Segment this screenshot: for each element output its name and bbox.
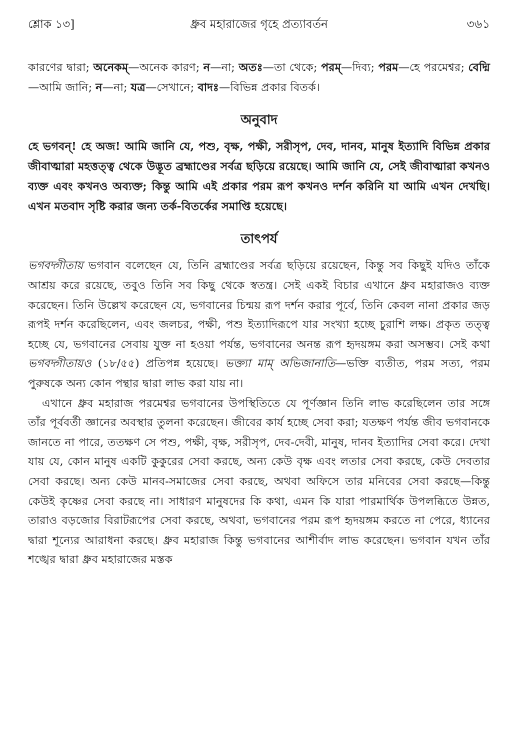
sanskrit-term-run: বেদ্মি [468,60,491,74]
text-run: —ভক্তি ব্যতীত, পরম সত্য, পরম পুরুষকে অন্য কোন পন্থার দ্বারা লাভ করা যায় না। [28,357,491,390]
text-run: —তা থেকে; [262,61,322,74]
sanskrit-term-run: ন [203,60,211,74]
running-header [28,14,490,34]
sanskrit-term-run: অনেকম্‌ [93,60,129,74]
sanskrit-term-run: অতঃ [238,60,263,74]
text-run: —দিব্য; [341,61,379,74]
sanskrit-term-run: পরম্‌ [321,60,342,74]
text-run: ভগবান বলেছেন যে, তিনি ব্রহ্মাণ্ডের সর্বত্র ছড়িয়ে রয়েছেন, কিন্তু সব কিছুই যদিও তাঁকে আশ্রয় করে রয়েছে, তবুও তিনি সব কিছু থেকে স্বতন্ত্র। সেই একই বিচার এখানে ধ্রুব মহারাজও ব্যক্ত করেছেন। তিনি উল্লেখ করেছেন যে, ভগবানের চিন্ময় রূপ দর্শন করার পূর্বে, তিনি কেবল নানা প্রকার জড় রূপই দর্শন করেছিলেন, এবং জলচর, পক্ষী, পশু ইত্যাদিরূপে যার সংখ্যা হচ্ছে চুরাশি লক্ষ। প্রকৃত তত্ত্ব হচ্ছে যে, ভগবানের সেবায় যুক্ত না হওয়া পর্যন্ত, ভগবানের অনন্ত রূপ হৃদয়ঙ্গম করা অসম্ভব। সেই কথা [28,259,490,351]
chapter-title: ধ্রুব মহারাজের গৃহে প্রত্যাবর্তন [190,17,328,31]
text-run: —না; [210,61,239,74]
translation-paragraph: হে ভগবন্‌! হে অজ! আমি জানি যে, পশু, বৃক্ষ, পক্ষী, সরীসৃপ, দেব, দানব, মানুষ ইত্যাদি বিভিন্ন প্রকার জীবাত্মারা মহত্তত্ত্ব থেকে উদ্ভূত ব্রহ্মাণ্ডের সর্বত্র ছড়িয়ে রয়েছে। আমি জানি যে, সেই জীবাত্মারা কখনও ব্যক্ত এবং কখনও অব্যক্ত; কিন্তু আমি এই প্রকার পরম রূপ কখনও দর্শন করিনি যা আমি এখন দেখছি। এখন মতবাদ সৃষ্টি করার জন্য তর্ক-বিতর্কের সমাপ্তি হয়েছে। [28,139,490,213]
text-run: —অনেক কারণ; [128,61,204,74]
text-run: —সেখানে; [145,80,198,94]
sanskrit-term-run: যত্র [130,79,146,94]
sanskrit-term-run: বাদঃ [197,79,220,94]
text-run: —হে পরমেশ্বর; [398,61,469,74]
italic-term-run: ভগবদ্গীতায় [28,259,84,273]
purport-heading: তাৎপর্য [240,232,278,248]
purport-paragraph-2: এখানে ধ্রুব মহারাজ পরমেশ্বর ভগবানের উপস্থিতিতে যে পূর্ণজ্ঞান তিনি লাভ করেছিলেন তার সঙ্গে তাঁর পূর্ববর্তী জ্ঞানের অবস্থার তুলনা করেছেন। জীবের কার্য হচ্ছে সেবা করা; যতক্ষণ পর্যন্ত জীব ভগবানকে জানতে না পারে, ততক্ষণ সে পশু, পক্ষী, বৃক্ষ, সরীসৃপ, দেব-দেবী, মানুষ, দানব ইত্যাদির সেবা করে। দেখা যায় যে, কোন মানুষ একটি কুকুরের সেবা করছে, অন্য কেউ বৃক্ষ এবং লতার সেবা করছে, কেউ দেবতার সেবা করছে। অন্য কেউ মানব-সমাজের সেবা করছে, অথবা অফিসে তার মনিবের সেবা করছে—কিন্তু কেউই কৃষ্ণের সেবা করছে না। সাধারণ মানুষদের কি কথা, এমন কি যারা পারমার্থিক উপলব্ধিতে উন্নত, তারাও বড়জোর বিরাটরূপের সেবা করছে, অথবা, ভগবানের পরম রূপ হৃদয়ঙ্গম করতে না পেরে, ধ্যানের দ্বারা শূন্যের আরাধনা করছে। ধ্রুব মহারাজ কিন্তু ভগবানের আশীর্বাদ লাভ করেছেন। ভগবান যখন তাঁর শঙ্খের দ্বারা ধ্রুব মহারাজের মস্তক [28,396,490,567]
verse-reference: শ্লোক ১৩] [28,17,75,31]
italic-term-run: ভক্ত্যা মাম্‌ অভিজানাতি [224,357,336,371]
text-run: কারণের দ্বারা; [28,61,94,74]
sanskrit-term-run: ন [95,79,103,94]
translation-heading: অনুবাদ [240,113,278,129]
text-run: (১৮/৫৫) প্রতিপন্ন হয়েছে। [91,357,225,371]
text-run: —না; [102,80,131,94]
text-run: —আমি জানি; [28,80,96,94]
purport-paragraph-1 [28,256,490,393]
page-number: ৩৬১ [466,17,490,31]
text-run: —বিভিন্ন প্রকার বিতর্ক। [219,80,320,94]
synonyms-paragraph [28,58,490,97]
page-body [28,58,490,570]
sanskrit-term-run: পরম [378,60,399,74]
italic-term-run: ভগবদ্গীতায়ও [28,357,92,371]
